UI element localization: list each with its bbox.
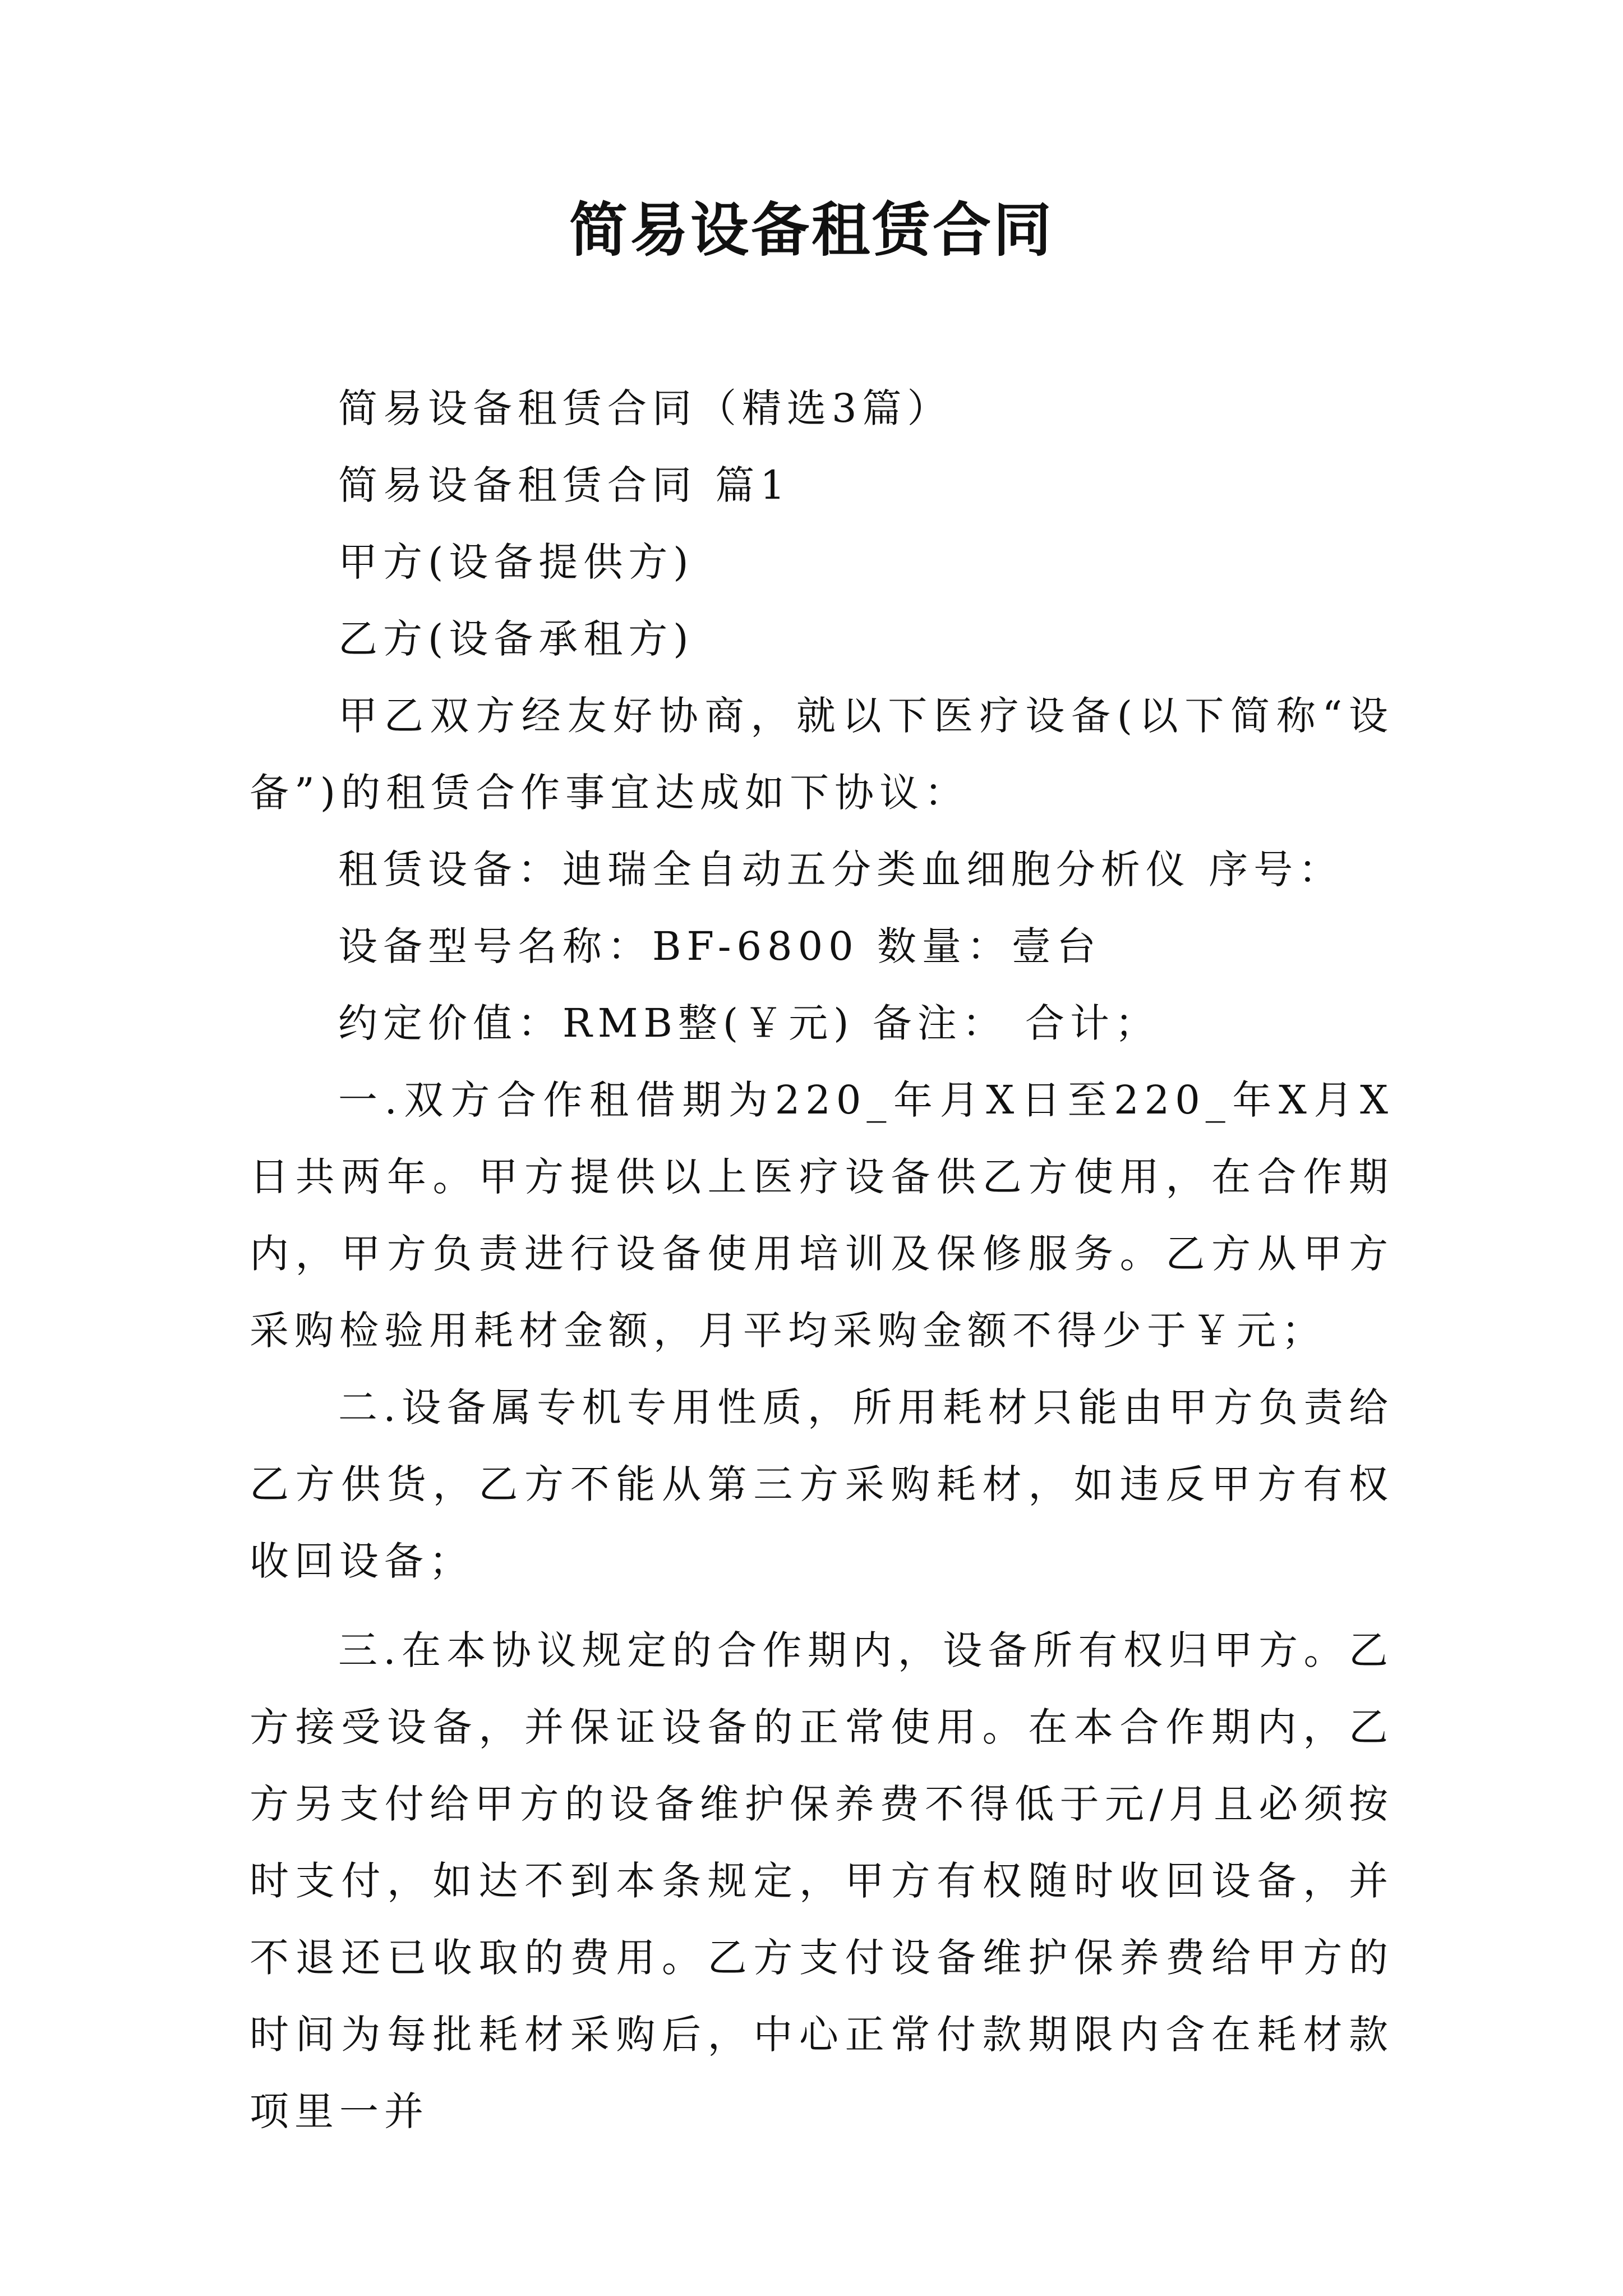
paragraph-party-a: 甲方(设备提供方): [338, 539, 694, 585]
paragraph-value: 约定价值：RMB整(￥元) 备注： 合计；: [338, 1000, 1160, 1046]
paragraph-clause-3: 三.在本协议规定的合作期内，设备所有权归甲方。乙方接受设备，并保证设备的正常使用。在本合作期内，乙方另支付给甲方的设备维护保养费不得低于元/月且必须按时支付，如达不到本条规定，甲方有权随时收回设备，并不退还已收取的费用。乙方支付设备维护保养费给甲方的时间为每批耗材采购后，中心正常付款期限内含在耗材款项里一并: [250, 1627, 1394, 2134]
paragraph-clause-2: 二.设备属专机专用性质，所用耗材只能由甲方负责给乙方供货，乙方不能从第三方采购耗材，如违反甲方有权收回设备；: [250, 1384, 1394, 1584]
paragraph-equipment: 租赁设备：迪瑞全自动五分类血细胞分析仪 序号：: [338, 846, 1344, 892]
document-title: 简易设备租赁合同: [569, 195, 1054, 264]
paragraph-clause-1: 一.双方合作租借期为220_年月X日至220_年X月X日共两年。甲方提供以上医疗设备供乙方使用，在合作期内，甲方负责进行设备使用培训及保修服务。乙方从甲方采购检验用耗材金额，月平均采购金额不得少于￥元；: [250, 1077, 1394, 1354]
document-body: [250, 370, 1394, 2150]
paragraph-part-heading: 简易设备租赁合同 篇1: [338, 462, 791, 508]
paragraph-model: 设备型号名称：BF-6800 数量：壹台: [338, 923, 1101, 969]
paragraph-collection-heading: 简易设备租赁合同（精选3篇）: [338, 385, 952, 431]
paragraph-preamble: 甲乙双方经友好协商，就以下医疗设备(以下简称“设备”)的租赁合作事宜达成如下协议：: [250, 693, 1394, 816]
paragraph-party-b: 乙方(设备承租方): [338, 616, 694, 662]
